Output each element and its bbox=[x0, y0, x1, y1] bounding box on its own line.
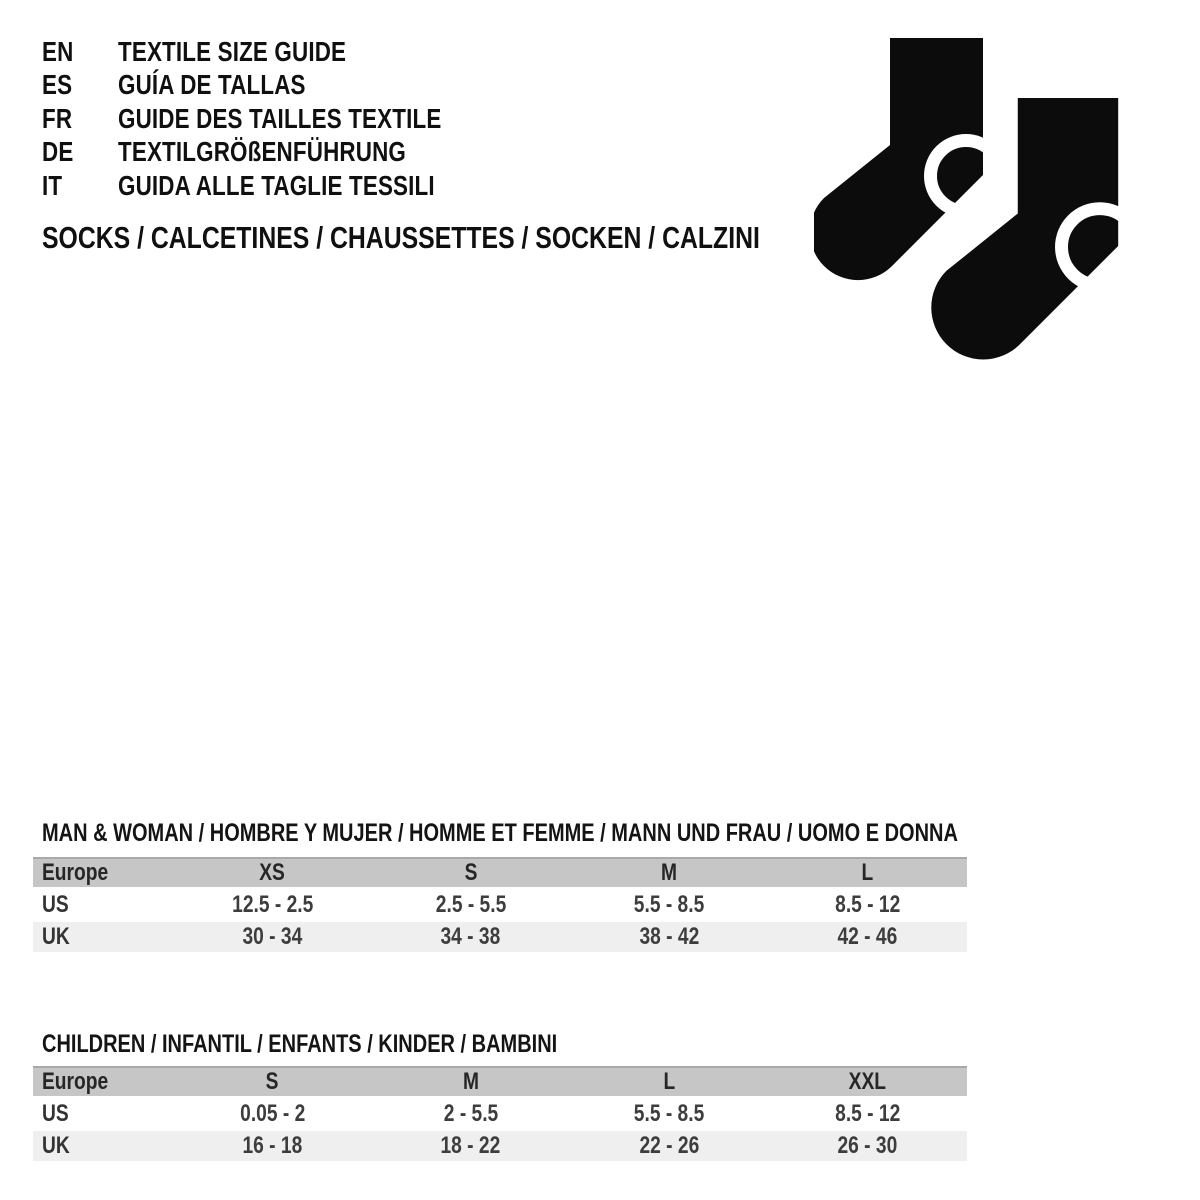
size-value-cell: 16 - 18 bbox=[242, 1132, 303, 1159]
region-cell: UK bbox=[42, 923, 70, 950]
table-header-row bbox=[33, 1066, 967, 1096]
size-value-cell: 2.5 - 5.5 bbox=[435, 890, 506, 918]
language-label: TEXTILGRÖßENFÜHRUNG bbox=[118, 136, 407, 168]
column-header-xs: XS bbox=[259, 859, 286, 886]
language-row-fr bbox=[42, 102, 522, 136]
region-cell: US bbox=[42, 1099, 69, 1127]
region-cell: UK bbox=[42, 1132, 70, 1159]
size-table-adults bbox=[33, 857, 967, 952]
language-label: GUIDA ALLE TAGLIE TESSILI bbox=[118, 169, 435, 201]
language-row-en bbox=[42, 35, 522, 69]
category-line: SOCKS / CALCETINES / CHAUSSETTES / SOCKEN / CALZINI bbox=[42, 220, 760, 255]
size-value-cell: 12.5 - 2.5 bbox=[231, 890, 313, 918]
column-header-m: M bbox=[462, 1068, 479, 1095]
language-row-de bbox=[42, 136, 522, 170]
language-code: ES bbox=[42, 69, 73, 101]
size-value-cell: 8.5 - 12 bbox=[835, 1099, 901, 1127]
column-header-s: S bbox=[464, 859, 478, 886]
size-value-cell: 8.5 - 12 bbox=[835, 890, 901, 918]
size-value-cell: 38 - 42 bbox=[639, 923, 700, 950]
size-value-cell: 26 - 30 bbox=[837, 1132, 898, 1159]
size-value-cell: 5.5 - 8.5 bbox=[634, 890, 705, 918]
column-header-l: L bbox=[861, 859, 874, 886]
column-header-xxl: XXL bbox=[849, 1068, 887, 1095]
language-row-es bbox=[42, 69, 522, 103]
language-code: DE bbox=[42, 136, 74, 168]
language-code: FR bbox=[42, 102, 73, 134]
size-value-cell: 0.05 - 2 bbox=[239, 1099, 305, 1127]
socks-icon bbox=[814, 36, 1120, 362]
language-code: IT bbox=[42, 169, 63, 201]
table-row-us bbox=[33, 887, 967, 922]
size-value-cell: 5.5 - 8.5 bbox=[634, 1099, 705, 1127]
language-title-list bbox=[42, 35, 522, 203]
column-header-l: L bbox=[663, 1068, 676, 1095]
sock-left bbox=[814, 38, 1002, 280]
size-value-cell: 18 - 22 bbox=[440, 1132, 501, 1159]
table-header-row bbox=[33, 857, 967, 887]
size-value-cell: 42 - 46 bbox=[837, 923, 898, 950]
children-table-title: CHILDREN / INFANTIL / ENFANTS / KINDER / BAMBINI bbox=[42, 1030, 558, 1058]
column-header-s: S bbox=[265, 1068, 279, 1095]
table-row-uk bbox=[33, 922, 967, 952]
region-cell: US bbox=[42, 890, 69, 918]
size-value-cell: 22 - 26 bbox=[639, 1132, 700, 1159]
size-table-children bbox=[33, 1066, 967, 1161]
language-label: GUÍA DE TALLAS bbox=[118, 69, 306, 101]
language-label: GUIDE DES TAILLES TEXTILE bbox=[118, 102, 442, 134]
size-value-cell: 34 - 38 bbox=[440, 923, 501, 950]
table-row-us bbox=[33, 1096, 967, 1131]
column-header-europe: Europe bbox=[42, 859, 109, 886]
table-row-uk bbox=[33, 1131, 967, 1161]
language-row-it bbox=[42, 169, 522, 203]
column-header-europe: Europe bbox=[42, 1068, 109, 1095]
size-value-cell: 2 - 5.5 bbox=[443, 1099, 498, 1127]
column-header-m: M bbox=[661, 859, 678, 886]
adults-table-title: MAN & WOMAN / HOMBRE Y MUJER / HOMME ET FEMME / MANN UND FRAU / UOMO E DONNA bbox=[42, 819, 958, 847]
size-value-cell: 30 - 34 bbox=[242, 923, 303, 950]
language-code: EN bbox=[42, 35, 74, 67]
language-label: TEXTILE SIZE GUIDE bbox=[118, 35, 347, 67]
